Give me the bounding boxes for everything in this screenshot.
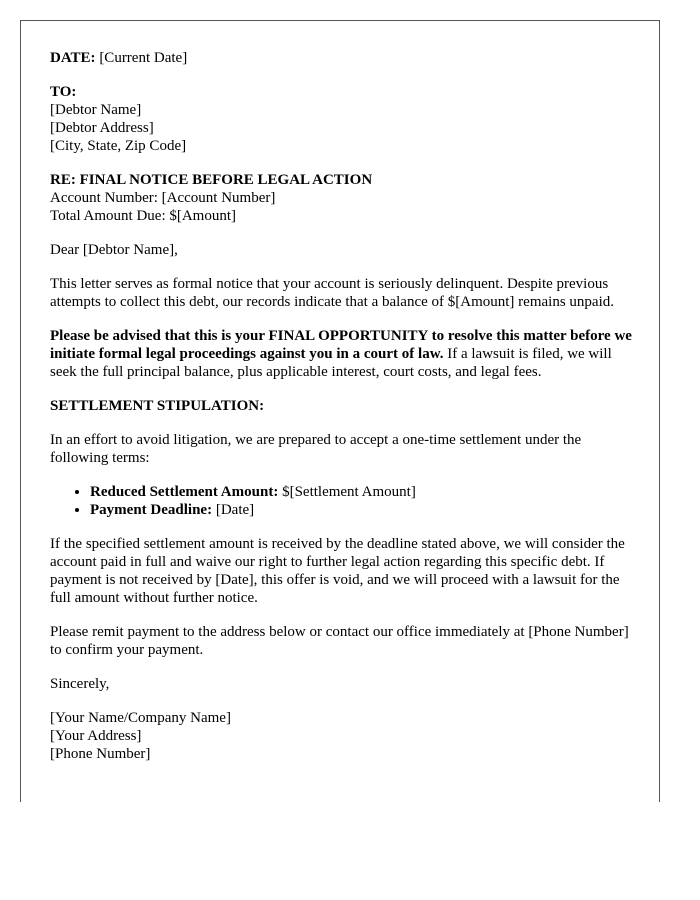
letter-content <box>50 49 634 763</box>
sender-phone: [Phone Number] <box>50 746 151 762</box>
sender-name: [Your Name/Company Name] <box>50 710 231 726</box>
list-item <box>90 501 634 519</box>
date-label: DATE: <box>50 50 96 66</box>
paragraph-settlement-conditions: If the specified settlement amount is received by the deadline stated above, we will consider the account paid in full and waive our right to further legal action regarding this specific debt. If payment is not received by [Date], this offer is void, and we will proceed with a lawsuit for the full amount without further notice. <box>50 536 625 606</box>
settlement-heading <box>50 397 634 415</box>
date-value: [Current Date] <box>99 50 188 66</box>
term-value: $[Settlement Amount] <box>278 484 416 500</box>
settlement-terms-list <box>50 483 634 519</box>
subject-line: RE: FINAL NOTICE BEFORE LEGAL ACTION <box>50 172 373 188</box>
lawsuit-consequences: If a lawsuit is filed, we will seek the full principal balance, plus applicable interest, court costs, and legal fees. <box>50 346 612 380</box>
signature-block <box>50 709 634 763</box>
debtor-name: [Debtor Name] <box>50 102 142 118</box>
debtor-address: [Debtor Address] <box>50 120 154 136</box>
sender-address: [Your Address] <box>50 728 142 744</box>
recipient-block <box>50 83 634 155</box>
final-opportunity-warning: Please be advised that this is your FINAL OPPORTUNITY to resolve this matter before we initiate formal legal proceedings against you in a court of law. <box>50 328 632 362</box>
term-label: Reduced Settlement Amount: <box>90 484 279 500</box>
paragraph-settlement-intro: In an effort to avoid litigation, we are prepared to accept a one-time settlement under the following terms: <box>50 432 582 466</box>
salutation: Dear [Debtor Name], <box>50 242 178 258</box>
paragraph-remit-payment: Please remit payment to the address below or contact our office immediately at [Phone Number] to confirm your payment. <box>50 624 629 658</box>
account-number: Account Number: [Account Number] <box>50 190 276 206</box>
paragraph-final-opportunity <box>50 327 634 381</box>
subject-block <box>50 171 634 225</box>
settlement-heading-text: SETTLEMENT STIPULATION: <box>50 398 265 414</box>
term-value: [Date] <box>212 502 255 518</box>
paragraph-delinquency: This letter serves as formal notice that your account is seriously delinquent. Despite previous attempts to collect this debt, our records indicate that a balance of $[Amount] remains unpaid. <box>50 276 614 310</box>
letter-page <box>20 20 660 802</box>
term-label: Payment Deadline: <box>90 502 213 518</box>
debtor-city-state-zip: [City, State, Zip Code] <box>50 138 187 154</box>
total-amount-due: Total Amount Due: $[Amount] <box>50 208 237 224</box>
list-item <box>90 483 634 501</box>
to-label: TO: <box>50 84 77 100</box>
date-line <box>50 49 634 67</box>
closing: Sincerely, <box>50 676 110 692</box>
